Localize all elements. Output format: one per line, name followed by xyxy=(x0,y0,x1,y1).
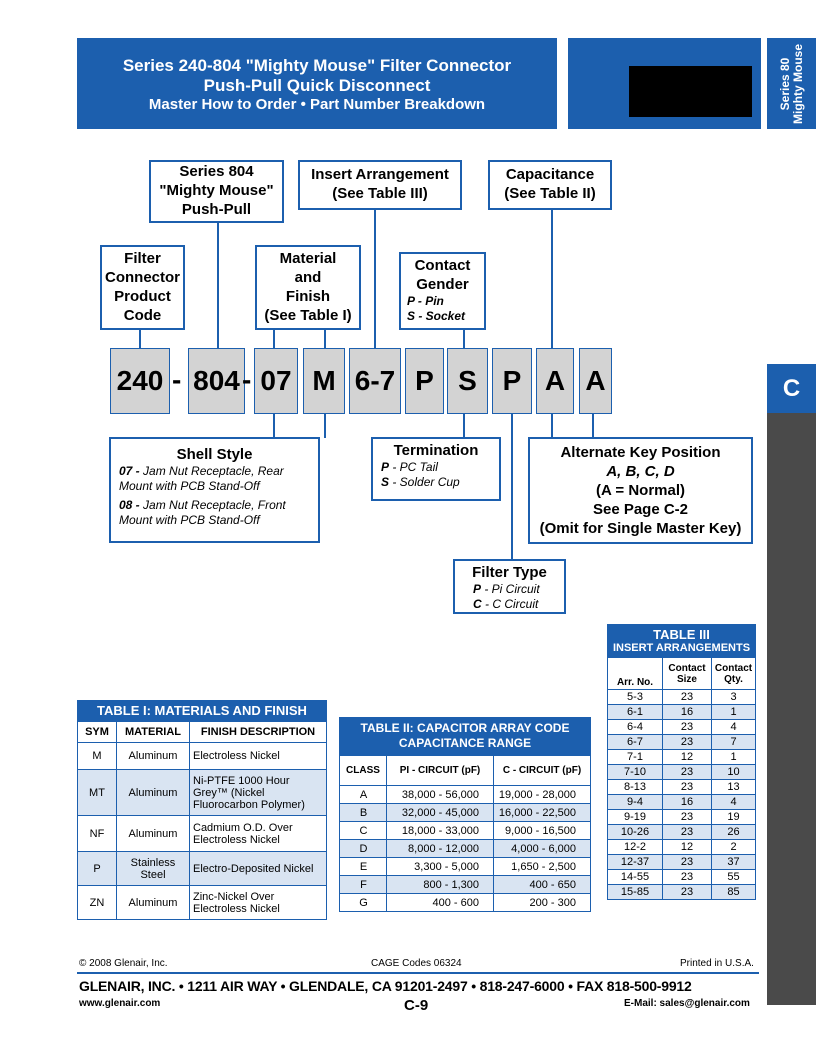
t2-header: C - CIRCUIT (pF) xyxy=(494,756,591,786)
shell-title: Shell Style xyxy=(176,446,253,463)
t3-cell: 7 xyxy=(712,735,756,750)
table-row xyxy=(608,840,756,855)
t2-cell: 38,000 - 56,000 xyxy=(387,786,494,804)
t1-cell: Aluminum xyxy=(117,886,190,920)
table-row xyxy=(608,855,756,870)
t1-cell: P xyxy=(78,852,117,886)
table-row xyxy=(340,786,591,804)
t3-cell: 26 xyxy=(712,825,756,840)
t1-cell: Electro-Deposited Nickel xyxy=(190,852,327,886)
t2-cell: 8,000 - 12,000 xyxy=(387,840,494,858)
t2-cell: 3,300 - 5,000 xyxy=(387,858,494,876)
callout-contact-gender xyxy=(399,252,486,330)
callout-insert-line: Insert Arrangement xyxy=(311,166,449,183)
t3-cell: 10-26 xyxy=(608,825,663,840)
pn-a: A xyxy=(536,348,574,414)
gender-socket: S - Socket xyxy=(407,309,466,323)
t3-cell: 23 xyxy=(663,885,712,900)
callout-capacitance-line: (See Table II) xyxy=(504,185,596,202)
t3-cell: 16 xyxy=(663,795,712,810)
table-materials xyxy=(77,700,327,920)
t1-cell: NF xyxy=(78,816,117,852)
t3-cell: 55 xyxy=(712,870,756,885)
table-row xyxy=(340,876,591,894)
callout-capacitance-line: Capacitance xyxy=(505,166,595,183)
connector-line xyxy=(217,222,219,349)
connector-line xyxy=(551,414,553,438)
connector-line xyxy=(324,414,326,438)
table-row xyxy=(78,852,327,886)
pn-dash: - xyxy=(172,364,182,395)
ft-c-text: - C Circuit xyxy=(481,597,539,611)
term-s-text: - Solder Cup xyxy=(389,475,460,489)
t3-cell: 6-1 xyxy=(608,705,663,720)
table-row xyxy=(608,690,756,705)
t3-cell: 23 xyxy=(663,690,712,705)
t3-cell: 12-37 xyxy=(608,855,663,870)
ft-p-code: P xyxy=(473,582,482,596)
term-p-code: P xyxy=(381,460,390,474)
altkey-line: (Omit for Single Master Key) xyxy=(539,520,742,537)
t1-cell: M xyxy=(78,743,117,770)
t1-cell: Electroless Nickel xyxy=(190,743,327,770)
t3-cell: 12 xyxy=(663,750,712,765)
t2-cell: G xyxy=(340,894,387,912)
t2-cell: A xyxy=(340,786,387,804)
pn-240: 240 xyxy=(110,348,170,414)
t2-header: CLASS xyxy=(340,756,387,786)
shell-08-text2: Mount with PCB Stand-Off xyxy=(119,513,260,527)
t3-cell: 23 xyxy=(663,855,712,870)
table-row xyxy=(608,885,756,900)
t3-cell: 8-13 xyxy=(608,780,663,795)
table-row xyxy=(608,870,756,885)
connector-line xyxy=(511,414,513,560)
t3-cell: 85 xyxy=(712,885,756,900)
t3-cell: 3 xyxy=(712,690,756,705)
t3-cell: 6-4 xyxy=(608,720,663,735)
connector-line xyxy=(374,210,376,349)
callout-series-line: Series 804 xyxy=(179,163,254,180)
t2-cell: 18,000 - 33,000 xyxy=(387,822,494,840)
table-row xyxy=(608,780,756,795)
t2-cell: 200 - 300 xyxy=(494,894,591,912)
callout-capacitance xyxy=(488,160,612,210)
ft-p-text: - Pi Circuit xyxy=(481,582,540,596)
footer-address: GLENAIR, INC. • 1211 AIR WAY • GLENDALE, CA 91201-2497 • 818-247-6000 • FAX 818-500-9912 xyxy=(79,978,692,994)
table-row xyxy=(608,750,756,765)
gender-pin: P - Pin xyxy=(407,294,444,308)
t3-cell: 37 xyxy=(712,855,756,870)
table-row xyxy=(78,816,327,852)
section-tab-c[interactable]: C xyxy=(767,364,816,413)
connector-line xyxy=(273,414,275,438)
logo-block xyxy=(629,66,752,117)
footer-email[interactable]: E-Mail: sales@glenair.com xyxy=(624,998,750,1009)
t2-cell: 32,000 - 45,000 xyxy=(387,804,494,822)
callout-filter-line: Code xyxy=(123,307,162,324)
connector-line xyxy=(324,330,326,349)
t3-header: Arr. No. xyxy=(608,658,663,690)
t3-cell: 23 xyxy=(663,780,712,795)
callout-gender-title: Contact xyxy=(414,257,471,274)
t3-cell: 23 xyxy=(663,720,712,735)
t2-cell: 800 - 1,300 xyxy=(387,876,494,894)
t1-cell: MT xyxy=(78,770,117,816)
callout-material-line: and xyxy=(294,269,322,286)
callout-filter-code xyxy=(100,245,185,330)
footer-web[interactable]: www.glenair.com xyxy=(79,998,161,1009)
pn-p: P xyxy=(405,348,444,414)
t3-cell: 23 xyxy=(663,825,712,840)
filter-type-title: Filter Type xyxy=(472,564,547,581)
t3-cell: 9-4 xyxy=(608,795,663,810)
t2-cell: E xyxy=(340,858,387,876)
table-row xyxy=(340,858,591,876)
table1-grid xyxy=(77,721,327,920)
t3-cell: 23 xyxy=(663,870,712,885)
altkey-line: A, B, C, D xyxy=(606,463,675,480)
shell-08-text: Jam Nut Receptacle, Front xyxy=(143,498,286,512)
t3-cell: 23 xyxy=(663,765,712,780)
t3-cell: 12-2 xyxy=(608,840,663,855)
term-s-code: S xyxy=(381,475,390,489)
t1-cell: Aluminum xyxy=(117,743,190,770)
t1-cell: Cadmium O.D. Over Electroless Nickel xyxy=(190,816,327,852)
table-row xyxy=(340,822,591,840)
connector-line xyxy=(592,414,594,438)
t3-cell: 1 xyxy=(712,750,756,765)
table-row xyxy=(608,735,756,750)
shell-08-code: 08 - xyxy=(119,498,140,512)
altkey-line: See Page C-2 xyxy=(592,501,689,518)
callout-termination xyxy=(371,437,501,501)
table-insert-arrangements xyxy=(607,624,756,900)
connector-line xyxy=(139,330,141,349)
side-tab-line2: Mighty Mouse xyxy=(790,43,805,124)
table2-title-line: CAPACITANCE RANGE xyxy=(398,736,532,750)
t2-cell: 19,000 - 28,000 xyxy=(494,786,591,804)
t3-cell: 13 xyxy=(712,780,756,795)
pn-p2: P xyxy=(492,348,532,414)
table-row xyxy=(340,840,591,858)
t3-cell: 19 xyxy=(712,810,756,825)
table-row xyxy=(78,770,327,816)
t1-cell: Zinc-Nickel Over Electroless Nickel xyxy=(190,886,327,920)
altkey-line: (A = Normal) xyxy=(595,482,686,499)
ft-c-code: C xyxy=(473,597,482,611)
t1-cell: ZN xyxy=(78,886,117,920)
table-row xyxy=(340,894,591,912)
table-row xyxy=(608,810,756,825)
connector-line xyxy=(551,210,553,349)
t3-cell: 15-85 xyxy=(608,885,663,900)
t2-cell: D xyxy=(340,840,387,858)
t2-cell: 16,000 - 22,500 xyxy=(494,804,591,822)
callout-alternate-key xyxy=(528,437,753,544)
pn-804: 804 xyxy=(188,348,245,414)
header-title-line3: Master How to Order • Part Number Breakdown xyxy=(148,96,486,113)
callout-series-line: Push-Pull xyxy=(181,201,252,218)
footer-copyright: © 2008 Glenair, Inc. xyxy=(79,958,168,969)
callout-filter-line: Product xyxy=(114,288,171,305)
pn-a2: A xyxy=(579,348,612,414)
t3-cell: 6-7 xyxy=(608,735,663,750)
page-number: C-9 xyxy=(404,997,429,1014)
footer-rule xyxy=(77,972,759,974)
shell-07-code: 07 - xyxy=(119,464,140,478)
table-row xyxy=(340,804,591,822)
term-p-text: - PC Tail xyxy=(389,460,438,474)
callout-series-line: "Mighty Mouse" xyxy=(159,182,274,199)
t3-cell: 7-1 xyxy=(608,750,663,765)
callout-material-line: (See Table I) xyxy=(264,307,352,324)
connector-line xyxy=(463,414,465,438)
t2-header: PI - CIRCUIT (pF) xyxy=(387,756,494,786)
t3-header: Contact Qty. xyxy=(712,658,756,690)
series-side-tab xyxy=(767,38,816,129)
callout-filter-type xyxy=(453,559,566,614)
t2-cell: 4,000 - 6,000 xyxy=(494,840,591,858)
shell-07-text2: Mount with PCB Stand-Off xyxy=(119,479,260,493)
t3-cell: 4 xyxy=(712,720,756,735)
t3-header: Contact Size xyxy=(663,658,712,690)
t1-header: SYM xyxy=(78,722,117,743)
t2-cell: 9,000 - 16,500 xyxy=(494,822,591,840)
t2-cell: C xyxy=(340,822,387,840)
connector-line xyxy=(273,330,275,349)
t1-cell: Stainless Steel xyxy=(117,852,190,886)
pn-m: M xyxy=(303,348,345,414)
table2-title-line: TABLE II: CAPACITOR ARRAY CODE xyxy=(360,721,570,735)
callout-series xyxy=(149,160,284,223)
t3-cell: 23 xyxy=(663,810,712,825)
footer-cage: CAGE Codes 06324 xyxy=(371,958,462,969)
table3-title-line: TABLE III xyxy=(653,627,710,642)
page-header xyxy=(77,38,557,129)
t3-cell: 12 xyxy=(663,840,712,855)
t3-cell: 7-10 xyxy=(608,765,663,780)
t3-cell: 10 xyxy=(712,765,756,780)
table-row xyxy=(78,886,327,920)
footer-printed: Printed in U.S.A. xyxy=(680,958,754,969)
t1-cell: Aluminum xyxy=(117,816,190,852)
table-row xyxy=(608,705,756,720)
table3-title xyxy=(607,624,756,657)
termination-title: Termination xyxy=(393,442,479,459)
header-title-line2: Push-Pull Quick Disconnect xyxy=(203,76,431,95)
shell-07-text: Jam Nut Receptacle, Rear xyxy=(143,464,284,478)
table3-grid xyxy=(607,657,756,900)
table3-title-line: INSERT ARRANGEMENTS xyxy=(612,642,751,654)
t3-cell: 4 xyxy=(712,795,756,810)
callout-material xyxy=(255,245,361,330)
table-row xyxy=(608,825,756,840)
table-row xyxy=(608,765,756,780)
pn-6-7: 6-7 xyxy=(349,348,401,414)
callout-filter-line: Filter xyxy=(124,250,161,267)
t3-cell: 16 xyxy=(663,705,712,720)
t1-header: FINISH DESCRIPTION xyxy=(190,722,327,743)
pn-dash: - xyxy=(242,364,252,395)
callout-insert-line: (See Table III) xyxy=(332,185,428,202)
t3-cell: 14-55 xyxy=(608,870,663,885)
callout-gender-title: Gender xyxy=(416,276,469,293)
t1-cell: Aluminum xyxy=(117,770,190,816)
t2-cell: 1,650 - 2,500 xyxy=(494,858,591,876)
t3-cell: 9-19 xyxy=(608,810,663,825)
t3-cell: 23 xyxy=(663,735,712,750)
pn-07: 07 xyxy=(254,348,298,414)
callout-material-line: Material xyxy=(279,250,337,267)
t3-cell: 2 xyxy=(712,840,756,855)
section-side-bar xyxy=(767,413,816,1005)
t1-header: MATERIAL xyxy=(117,722,190,743)
table2-grid xyxy=(339,755,591,912)
callout-filter-line: Connector xyxy=(105,269,180,286)
table1-title: TABLE I: MATERIALS AND FINISH xyxy=(77,700,327,721)
side-tab-line1: Series 80 xyxy=(777,57,792,110)
t2-cell: 400 - 650 xyxy=(494,876,591,894)
table-capacitor xyxy=(339,717,591,912)
table-row xyxy=(608,720,756,735)
table-row xyxy=(608,795,756,810)
table-row xyxy=(78,743,327,770)
pn-s: S xyxy=(447,348,488,414)
callout-shell-style xyxy=(109,437,320,543)
connector-line xyxy=(463,330,465,349)
header-title-line1: Series 240-804 "Mighty Mouse" Filter Connector xyxy=(122,56,512,75)
t2-cell: B xyxy=(340,804,387,822)
t2-cell: F xyxy=(340,876,387,894)
t2-cell: 400 - 600 xyxy=(387,894,494,912)
altkey-line: Alternate Key Position xyxy=(560,444,721,461)
t3-cell: 1 xyxy=(712,705,756,720)
table2-title xyxy=(339,717,591,755)
t3-cell: 5-3 xyxy=(608,690,663,705)
t1-cell: Ni-PTFE 1000 Hour Grey™ (Nickel Fluorocarbon Polymer) xyxy=(190,770,327,816)
callout-material-line: Finish xyxy=(285,288,331,305)
callout-insert-arrangement xyxy=(298,160,462,210)
